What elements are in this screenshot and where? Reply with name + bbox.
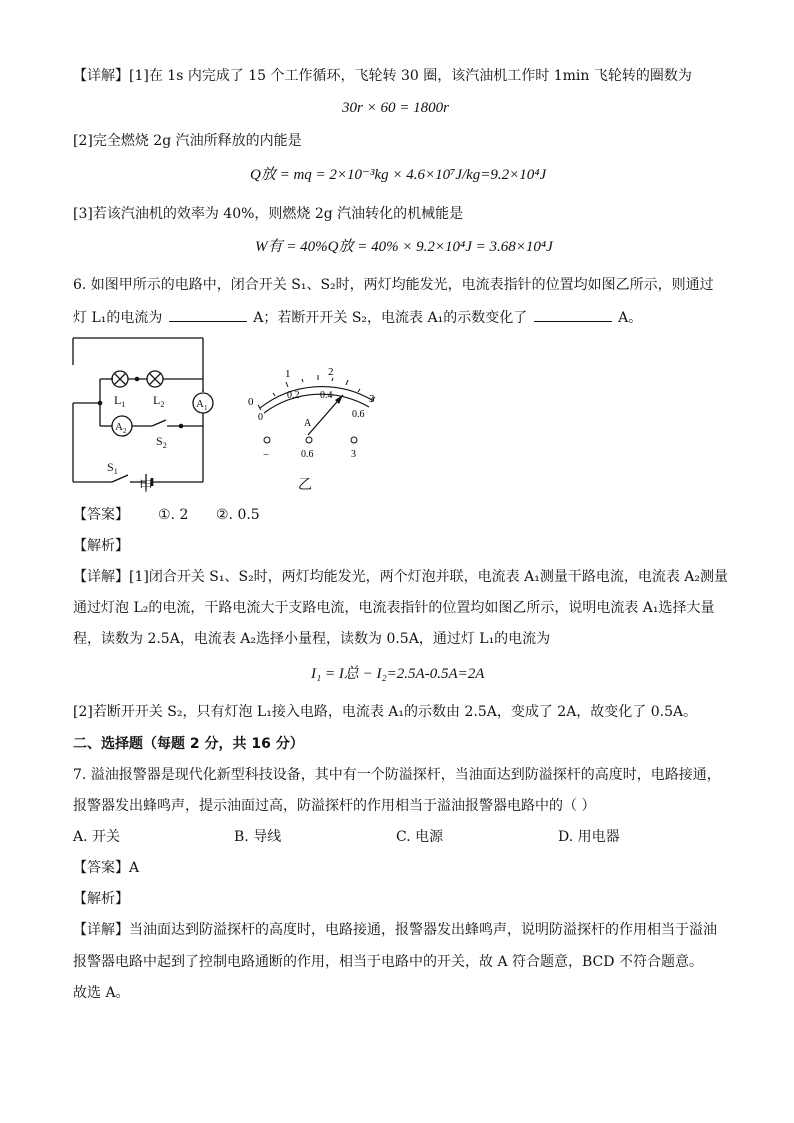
- label-L1: $L_1$: [114, 393, 126, 409]
- terminal-label-negative: −: [263, 449, 270, 461]
- q6-stem-part-b: A；若断开开关 S₂，电流表 A₁的示数变化了: [253, 310, 528, 326]
- q7-option-b[interactable]: B. 导线: [234, 829, 282, 845]
- q7-option-a[interactable]: A. 开关: [73, 829, 121, 845]
- q5-formula-work: W有 = 40%Q放 = 40% × 9.2×10⁴J = 3.68×10⁴J: [255, 239, 553, 255]
- figure-jia-caption: 甲: [139, 479, 153, 495]
- circuit-diagram-jia: [60, 330, 220, 500]
- q5-formula-heat: Q放 = mq = 2×10⁻³kg × 4.6×10⁷J/kg=9.2×10⁴J: [250, 167, 547, 183]
- label-L2: $L_2$: [153, 393, 165, 409]
- scale-bottom-3: 0.6: [352, 409, 365, 420]
- q6-stem-part-c: A。: [618, 310, 643, 326]
- terminal-label-3: 3: [351, 449, 356, 460]
- q5-detail-line2: [2]完全燃烧 2g 汽油所释放的内能是: [73, 133, 302, 149]
- label-S1: $S_1$: [107, 460, 118, 476]
- terminal-label-0.6: 0.6: [301, 449, 314, 460]
- terminal-negative: [264, 437, 270, 443]
- q6-detail-line4: [2]若断开开关 S₂，只有灯泡 L₁接入电路，电流表 A₁的示数由 2.5A，变成了 2A，故变化了 0.5A。: [73, 704, 698, 720]
- q6-analysis-label: 【解析】: [73, 538, 129, 554]
- q6-stem-part-a: 灯 L₁的电流为: [73, 310, 163, 326]
- scale-bottom-2: 0.4: [320, 390, 333, 401]
- q6-formula: I₁ = I总 − I₂=2.5A-0.5A=2A: [311, 666, 485, 682]
- scale-top-0: 0: [248, 396, 254, 408]
- q6-answer-1: ①. 2: [158, 507, 189, 523]
- dial-unit: A: [304, 418, 312, 429]
- q7-stem-line1: 7. 溢油报警器是现代化新型科技设备，其中有一个防溢探杆，当油面达到防溢探杆的高度时，电路接通，: [73, 767, 721, 783]
- q6-blank-1[interactable]: [169, 307, 247, 322]
- scale-top-3: 3: [369, 393, 375, 405]
- q7-answer: 【答案】A: [73, 860, 140, 876]
- q7-stem-line2: 报警器发出蜂鸣声，提示油面过高，防溢探杆的作用相当于溢油报警器电路中的（ ）: [73, 798, 596, 814]
- q5-formula-revolutions: 30r × 60 = 1800r: [342, 100, 449, 116]
- q7-option-d[interactable]: D. 用电器: [558, 829, 620, 845]
- q7-analysis-label: 【解析】: [73, 891, 129, 907]
- q7-detail-line1: 【详解】当油面达到防溢探杆的高度时，电路接通，报警器发出蜂鸣声，说明防溢探杆的作用相当于溢油: [73, 922, 717, 938]
- q7-option-c[interactable]: C. 电源: [396, 829, 444, 845]
- q5-detail-line1: 【详解】[1]在 1s 内完成了 15 个工作循环，飞轮转 30 圈，该汽油机工作时 1min 飞轮转的圈数为: [73, 68, 692, 84]
- figure-yi-caption: 乙: [298, 477, 312, 493]
- section-title: 二、选择题（每题 2 分，共 16 分）: [73, 736, 304, 752]
- q6-answer-label: 【答案】: [73, 507, 129, 523]
- q6-stem-line2: [73, 307, 642, 328]
- q6-detail-line1: 【详解】[1]闭合开关 S₁、S₂时，两灯均能发光，两个灯泡并联，电流表 A₁测量干路电流，电流表 A₂测量: [73, 569, 729, 585]
- q5-detail-line3: [3]若该汽油机的效率为 40%，则燃烧 2g 汽油转化的机械能是: [73, 206, 464, 222]
- q6-blank-2[interactable]: [534, 307, 612, 322]
- scale-bottom-0: 0: [258, 412, 263, 423]
- scale-top-1: 1: [285, 368, 291, 380]
- q6-detail-line3: 程，读数为 2.5A，电流表 A₂选择小量程，读数为 0.5A，通过灯 L₁的电流为: [73, 631, 551, 647]
- q6-answer-2: ②. 0.5: [216, 507, 260, 523]
- q7-detail-line2: 报警器电路中起到了控制电路通断的作用，相当于电路中的开关，故 A 符合题意，BCD 不符合题意。: [73, 954, 703, 970]
- terminal-3: [351, 437, 357, 443]
- q6-detail-line2: 通过灯泡 L₂的电流，干路电流大于支路电流，电流表指针的位置均如图乙所示，说明电流表 A₁选择大量: [73, 600, 715, 616]
- label-A2: $A_2$: [115, 421, 127, 435]
- ammeter-dial-yi: [238, 360, 378, 470]
- label-S2: $S_2$: [156, 434, 167, 450]
- scale-top-2: 2: [328, 366, 334, 378]
- q7-conclusion: 故选 A。: [73, 985, 130, 1001]
- q6-stem-line1: 6. 如图甲所示的电路中，闭合开关 S₁、S₂时，两灯均能发光，电流表指针的位置均如图乙所示，则通过: [73, 277, 714, 293]
- scale-bottom-1: 0.2: [287, 390, 300, 401]
- terminal-0.6: [306, 437, 312, 443]
- label-A1: $A_1$: [196, 398, 208, 412]
